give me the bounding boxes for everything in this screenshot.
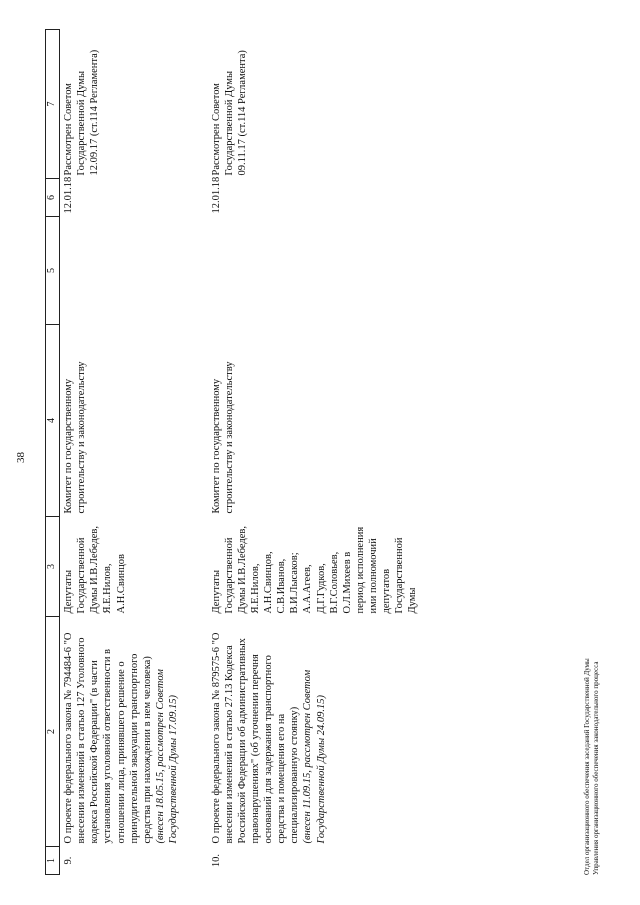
bill-col5: [60, 217, 208, 325]
bill-status: Рассмотрен Советом Государственной Думы 12.09.17 (ст.114 Регламента): [63, 49, 101, 176]
col-header-2: 2: [46, 617, 60, 847]
bill-status: Рассмотрен Советом Государственной Думы 09.11.17 (ст.114 Регламента): [210, 50, 248, 176]
page-number: 38: [15, 452, 27, 463]
bill-authors: Депутаты Государственной Думы И.В.Лебедев, Я.Е.Нилов, А.Н.Свинцов: [63, 526, 127, 614]
col-header-1: 1: [46, 847, 60, 875]
header-row: [46, 30, 60, 875]
footer-line-1: Отдел организационного обеспечения заседаний Государственной Думы: [583, 658, 591, 875]
col-header-5: 5: [46, 217, 60, 325]
col-header-3: 3: [46, 517, 60, 617]
col-header-4: 4: [46, 325, 60, 517]
bill-committee: Комитет по государственному строительству и законодательству: [63, 361, 88, 514]
bill-authors: Депутаты Государственной Думы И.В.Лебедев, Я.Е.Нилов, А.Н.Свинцов, С.В.Иванов, В.И.Лысаков; А.А.Агеев, Д.Г.Гудков, В.Г.Соловьев, О.Л.Михеев в период исполнения ими полномочий депутатов Государственной Думы: [210, 526, 419, 614]
bill-committee: Комитет по государственному строительству и законодательству: [210, 361, 235, 514]
bills-table: [45, 29, 422, 875]
bill-title: О проекте федерального закона № 879575-6 "О внесении изменений в статью 27.13 Кодекса Российской Федерации об административных правонарушениях" (об уточнении перечня оснований для задержания транспортного средства и помещения его на специализированную стоянку): [210, 632, 301, 844]
footer-line-2: Управления организационного обеспечения законодательного процесса: [592, 661, 601, 875]
bill-title: О проекте федерального закона № 794484-6 "О внесении изменений в статью 127 Уголовного кодекса Российской Федерации" (в части установления уголовной ответственности в отношении лица, принявшего решение о принудительной эвакуации транспортного средства при нахождении в нем человека): [63, 632, 153, 844]
table-row: [60, 30, 208, 875]
col-header-7: 7: [46, 30, 60, 179]
bill-cell: [208, 617, 422, 847]
bill-date: 12.01.18: [210, 176, 222, 214]
row-number: 9.: [63, 856, 74, 865]
bill-col5: [208, 217, 422, 325]
page-footer: [583, 658, 601, 875]
bill-cell: [60, 617, 208, 847]
col-header-6: 6: [46, 179, 60, 217]
bill-date: 12.01.18: [63, 176, 74, 214]
bill-note: (внесен 11.09.15, рассмотрен Советом Государственной Думы 24.09.15): [302, 669, 327, 844]
row-number: 10.: [210, 853, 222, 868]
bill-note: (внесен 18.05.15, рассмотрен Советом Государственной Думы 17.09.15): [154, 669, 179, 844]
table-row: [208, 30, 422, 875]
rotated-page: [15, 30, 605, 875]
